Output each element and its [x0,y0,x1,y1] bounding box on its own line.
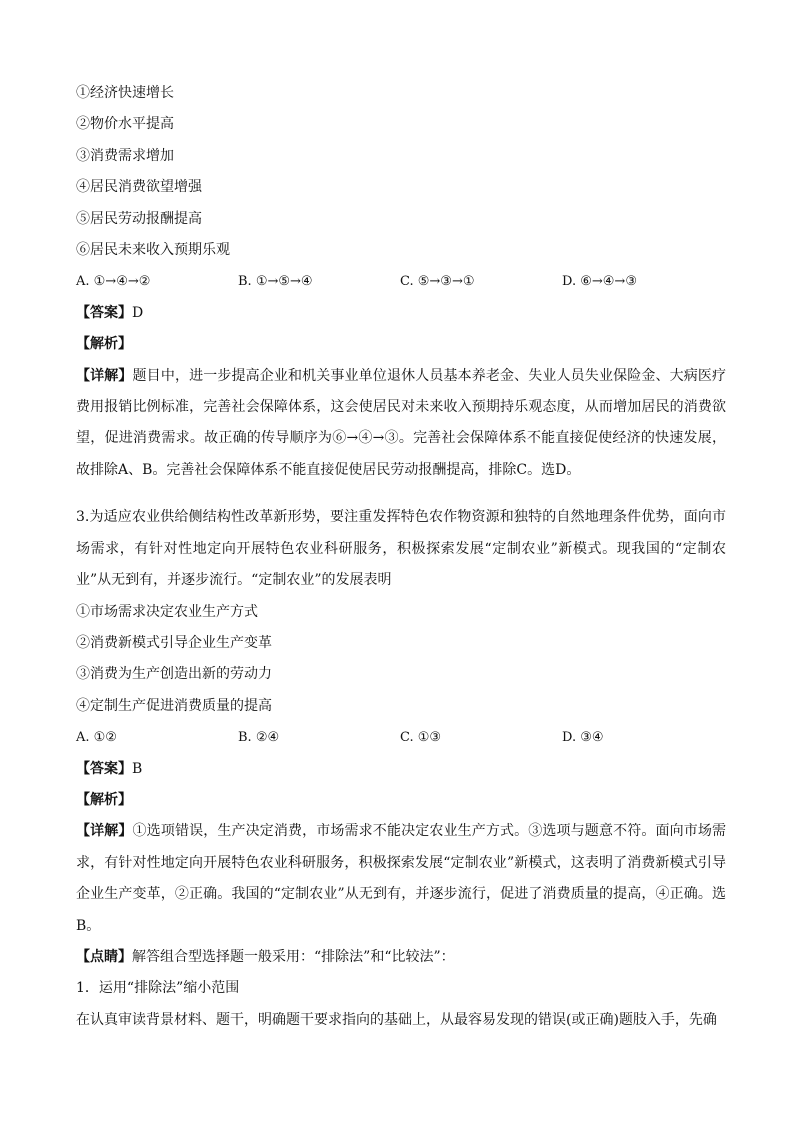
q3-item-4: ④定制生产促进消费质量的提高 [76,697,272,714]
q3-stem: 3.为适应农业供给侧结构性改革新形势，要注重发挥特色农作物资源和独特的自然地理条件优势，面向市场需求，有针对性地定向开展特色农业科研服务，积极探索发展“定制农业”新模式。现我国的“定制农业”从无到有，并逐步流行。“定制农业”的发展表明 [76,509,726,589]
q2-analysis-label: 【解析】 [76,336,132,353]
q3-item-1: ①市场需求决定农业生产方式 [76,603,258,620]
q3-answer-value: B [132,760,143,777]
q3-detail [76,816,726,942]
q2-item-2: ②物价水平提高 [76,116,174,133]
q3-option-c: C. ①③ [400,730,442,746]
q2-item-5: ⑤居民劳动报酬提高 [76,210,202,227]
q3-detail-label: 【详解】 [76,823,133,840]
q3-option-a: A. ①② [76,730,117,746]
q2-option-a: A. ①→④→② [76,274,151,290]
document-page [76,78,726,1036]
q2-option-b: B. ①→⑤→④ [238,274,313,290]
spacer [76,486,726,502]
q2-options [76,266,726,297]
q2-answer-value: D [132,304,144,321]
q3-tip [76,942,726,973]
q3-options [76,722,726,753]
q2-answer-label: 【答案】 [76,304,132,321]
q2-answer [76,298,726,329]
q3-option-b: B. ②④ [238,730,280,746]
q2-item-3: ③消费需求增加 [76,147,174,164]
q3-option-d: D. ③④ [562,730,604,746]
q3-item-2: ②消费新模式引导企业生产变革 [76,634,272,651]
q2-detail-label: 【详解】 [76,367,133,384]
q3-item-3: ③消费为生产创造出新的劳动力 [76,666,272,683]
q3-answer [76,754,726,785]
q2-option-c: C. ⑤→③→① [400,274,475,290]
q3-tip-item-1-text: 在认真审读背景材料、题干，明确题干要求指向的基础上，从最容易发现的错误(或正确)题肢入手，先确 [76,1011,717,1028]
q3-answer-label: 【答案】 [76,760,132,777]
q3-tip-label: 【点睛】 [76,948,132,965]
q2-detail [76,361,726,487]
q2-item-1: ①经济快速增长 [76,85,174,101]
q3-tip-text: 解答组合型选择题一般采用：“排除法”和“比较法”： [132,948,455,965]
q2-item-6: ⑥居民未来收入预期乐观 [76,242,230,259]
q3-tip-item-1: 1．运用“排除法”缩小范围 [76,980,240,997]
q3-analysis-label: 【解析】 [76,791,132,808]
q3-detail-text: ①选项错误，生产决定消费，市场需求不能决定农业生产方式。③选项与题意不符。面向市场需求，有针对性地定向开展特色农业科研服务，积极探索发展“定制农业”新模式，这表明了消费新模式引导企业生产变革，②正确。我国的“定制农业”从无到有，并逐步流行，促进了消费质量的提高，④正确。选B。 [76,823,727,934]
q2-item-4: ④居民消费欲望增强 [76,179,202,196]
q2-detail-text: 题目中，进一步提高企业和机关事业单位退休人员基本养老金、失业人员失业保险金、大病医疗费用报销比例标准，完善社会保障体系，这会使居民对未来收入预期持乐观态度，从而增加居民的消费欲望，促进消费需求。故正确的传导顺序为⑥→④→③。完善社会保障体系不能直接促使经济的快速发展，故排除A、B。完善社会保障体系不能直接促使居民劳动报酬提高，排除C。选D。 [76,367,727,478]
q2-option-d: D. ⑥→④→③ [562,274,637,290]
